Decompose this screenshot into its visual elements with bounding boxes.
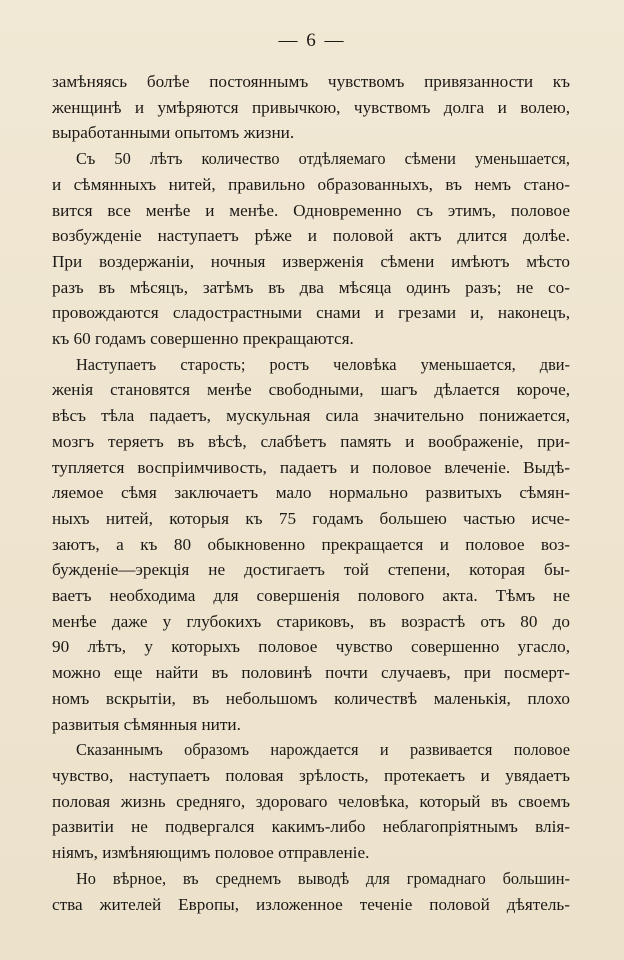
text-line: ства жителей Европы, изложенное теченіе половой дѣятель- xyxy=(52,894,570,914)
text-line: ваетъ необходима для совершенія полового акта. Тѣмъ не xyxy=(52,586,570,606)
text-line: разъ въ мѣсяцъ, затѣмъ въ два мѣсяца одинъ разъ; не со- xyxy=(52,277,570,297)
text-line: вѣсъ тѣла падаетъ, мускульная сила значительно понижается, xyxy=(52,406,570,426)
body-text xyxy=(52,69,570,917)
paragraph-5 xyxy=(52,866,570,917)
text-line: Сказаннымъ образомъ нарождается и развивается половое xyxy=(76,740,570,760)
text-line: ляемое сѣмя заключаетъ мало нормально развитыхъ сѣмян- xyxy=(52,483,570,503)
text-line: Наступаетъ старость; ростъ человѣка уменьшается, дви- xyxy=(76,354,570,374)
text-line: Но вѣрное, въ среднемъ выводѣ для громаднаго большин- xyxy=(76,868,570,888)
text-line: номъ вскрытіи, въ небольшомъ количествѣ маленькія, плохо xyxy=(52,688,570,708)
text-line: провождаются сладострастными снами и грезами и, наконецъ, xyxy=(52,303,570,323)
text-line: Съ 50 лѣтъ количество отдѣляемаго сѣмени уменьшается, xyxy=(76,149,570,169)
text-line: выработанными опытомъ жизни. xyxy=(52,123,295,143)
text-line: женщинѣ и умѣряются привычкою, чувствомъ долга и волею, xyxy=(52,97,570,117)
text-line: можно еще найти въ половинѣ почти случаевъ, при посмерт- xyxy=(52,663,570,683)
text-line: развитіи не подвергался какимъ-либо неблагопріятнымъ влія- xyxy=(52,817,570,837)
text-line: 90 лѣтъ, у которыхъ половое чувство совершенно угасло, xyxy=(52,637,570,657)
text-line: бужденіе—эрекція не достигаетъ той степени, которая бы- xyxy=(52,560,570,580)
text-line: женія становятся менѣе свободными, шагъ дѣлается короче, xyxy=(52,380,570,400)
text-line: тупляется воспріимчивость, падаетъ и половое влеченіе. Выдѣ- xyxy=(52,457,570,477)
text-line: и сѣмянныхъ нитей, правильно образованныхъ, въ немъ стано- xyxy=(52,174,570,194)
text-line: При воздержаніи, ночныя изверженія сѣмени имѣютъ мѣсто xyxy=(52,251,570,271)
text-line: развитыя сѣмянныя нити. xyxy=(52,714,241,734)
text-line: заютъ, а къ 80 обыкновенно прекращается и половое воз- xyxy=(52,534,570,554)
text-line: менѣе даже у глубокихъ стариковъ, въ возрастѣ отъ 80 до xyxy=(52,611,570,631)
text-line: половая жизнь средняго, здороваго человѣка, который въ своемъ xyxy=(52,791,570,811)
text-line: ніямъ, измѣняющимъ половое отправленіе. xyxy=(52,843,370,863)
paragraph-1 xyxy=(52,69,570,146)
text-line: мозгъ теряетъ въ вѣсѣ, слабѣетъ память и воображеніе, при- xyxy=(52,431,570,451)
page-number: — 6 — xyxy=(278,30,346,51)
paragraph-2 xyxy=(52,146,570,352)
text-line: замѣняясь болѣе постояннымъ чувствомъ привязанности къ xyxy=(52,72,570,91)
paragraph-4 xyxy=(52,737,570,866)
text-line: къ 60 годамъ совершенно прекращаются. xyxy=(52,329,354,349)
text-line: ныхъ нитей, которыя къ 75 годамъ большею частью исче- xyxy=(52,508,570,528)
text-line: вится все менѣе и менѣе. Одновременно съ этимъ, половое xyxy=(52,200,570,220)
paragraph-3 xyxy=(52,352,570,738)
text-line: чувство, наступаетъ половая зрѣлость, протекаетъ и увядаетъ xyxy=(52,765,570,785)
text-line: возбужденіе наступаетъ рѣже и половой актъ длится долѣе. xyxy=(52,226,570,246)
